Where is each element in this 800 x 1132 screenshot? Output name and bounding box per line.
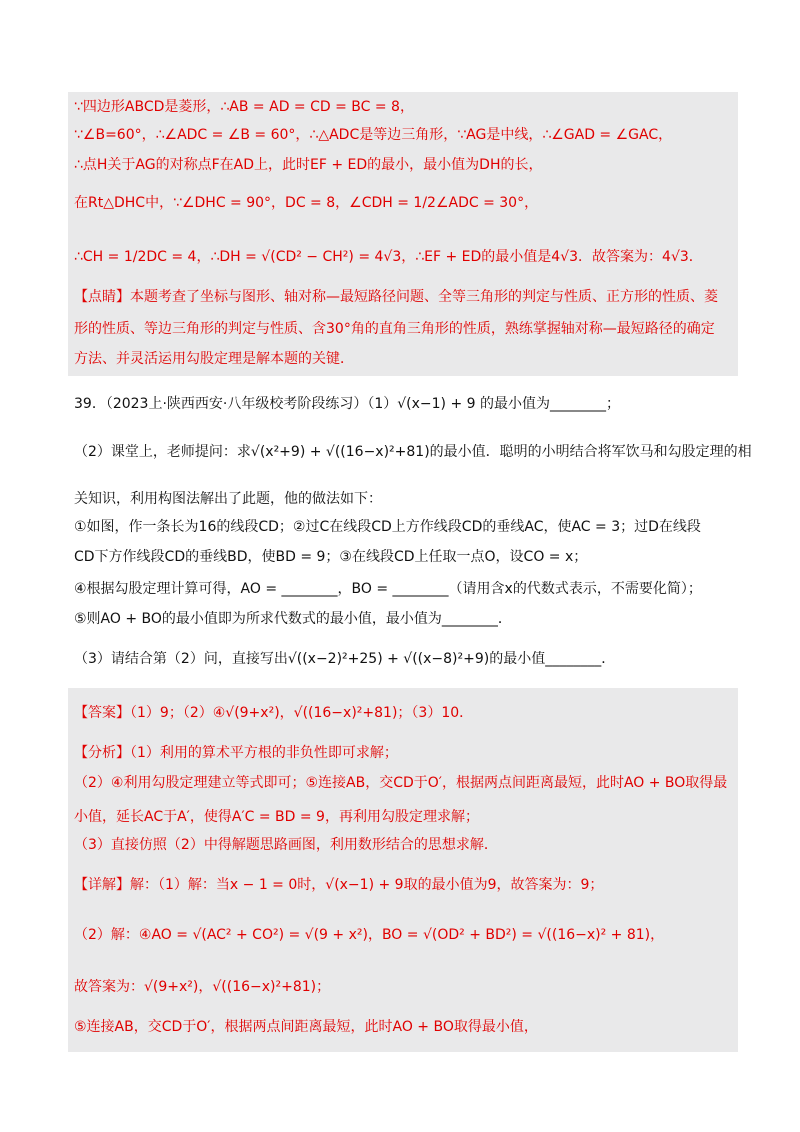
answer-line-3: （2）④利用勾股定理建立等式即可；⑤连接AB，交CD于O′，根据两点间距离最短，此时AO + BO取得最 — [74, 775, 728, 791]
answer-line-8: 故答案为：√(9+x²)，√((16−x)²+81)； — [74, 979, 331, 995]
top-line-6: 【点睛】本题考查了坐标与图形、轴对称—最短路径问题、全等三角形的判定与性质、正方形的性质、菱 — [74, 289, 718, 305]
top-line-8: 方法、并灵活运用勾股定理是解本题的关键． — [74, 351, 354, 367]
question-line-4: ①如图，作一条长为16的线段CD；②过C在线段CD上方作线段CD的垂线AC，使AC = 3；过D在线段 — [74, 519, 701, 535]
answer-line-4: 小值，延长AC于A′，使得A′C = BD = 9，再利用勾股定理求解； — [74, 809, 479, 825]
question-line-2: （2）课堂上，老师提问：求√(x²+9) + √((16−x)²+81)的最小值．聪明的小明结合将军饮马和勾股定理的相 — [74, 444, 752, 460]
answer-line-9: ⑤连接AB，交CD于O′，根据两点间距离最短，此时AO + BO取得最小值， — [74, 1019, 538, 1035]
answer-line-1: 【答案】（1）9；（2）④√(9+x²)，√((16−x)²+81)；（3）10． — [74, 705, 474, 721]
answer-line-7: （2）解：④AO = √(AC² + CO²) = √(9 + x²)，BO = √(OD² + BD²) = √((16−x)² + 81)， — [74, 927, 665, 943]
top-line-2: ∵∠B=60°，∴∠ADC = ∠B = 60°，∴△ADC是等边三角形，∵AG是中线，∴∠GAD = ∠GAC， — [74, 127, 673, 143]
answer-line-2: 【分析】（1）利用的算术平方根的非负性即可求解； — [74, 745, 398, 761]
question-line-6: ④根据勾股定理计算可得，AO = ________，BO = ________（请用含x的代数式表示，不需要化简）； — [74, 581, 702, 597]
question-line-3: 关知识，利用构图法解出了此题，他的做法如下： — [74, 491, 382, 507]
top-line-7: 形的性质、等边三角形的判定与性质、含30°角的直角三角形的性质，熟练掌握轴对称—最短路径的确定 — [74, 321, 715, 337]
answer-line-5: （3）直接仿照（2）中得解题思路画图，利用数形结合的思想求解． — [74, 837, 498, 853]
question-line-5: CD下方作线段CD的垂线BD，使BD = 9；③在线段CD上任取一点O，设CO = x； — [74, 549, 588, 565]
top-line-3: ∴点H关于AG的对称点F在AD上，此时EF + ED的最小，最小值为DH的长， — [74, 157, 543, 173]
question-line-8: （3）请结合第（2）问，直接写出√((x−2)²+25) + √((x−8)²+9)的最小值________． — [74, 651, 616, 667]
top-line-4: 在Rt△DHC中，∵∠DHC = 90°，DC = 8，∠CDH = 1/2∠ADC = 30°， — [74, 195, 539, 211]
answer-line-6: 【详解】解：（1）解：当x − 1 = 0时，√(x−1) + 9取的最小值为9，故答案为：9； — [74, 877, 604, 893]
top-line-5: ∴CH = 1/2DC = 4，∴DH = √(CD² − CH²) = 4√3，∴EF + ED的最小值是4√3．故答案为：4√3． — [74, 249, 703, 265]
top-line-1: ∵四边形ABCD是菱形，∴AB = AD = CD = BC = 8， — [74, 99, 414, 115]
question-line-1: 39．（2023上·陕西西安·八年级校考阶段练习）（1）√(x−1) + 9 的最小值为________； — [74, 396, 621, 412]
question-line-7: ⑤则AO + BO的最小值即为所求代数式的最小值，最小值为________． — [74, 611, 512, 627]
